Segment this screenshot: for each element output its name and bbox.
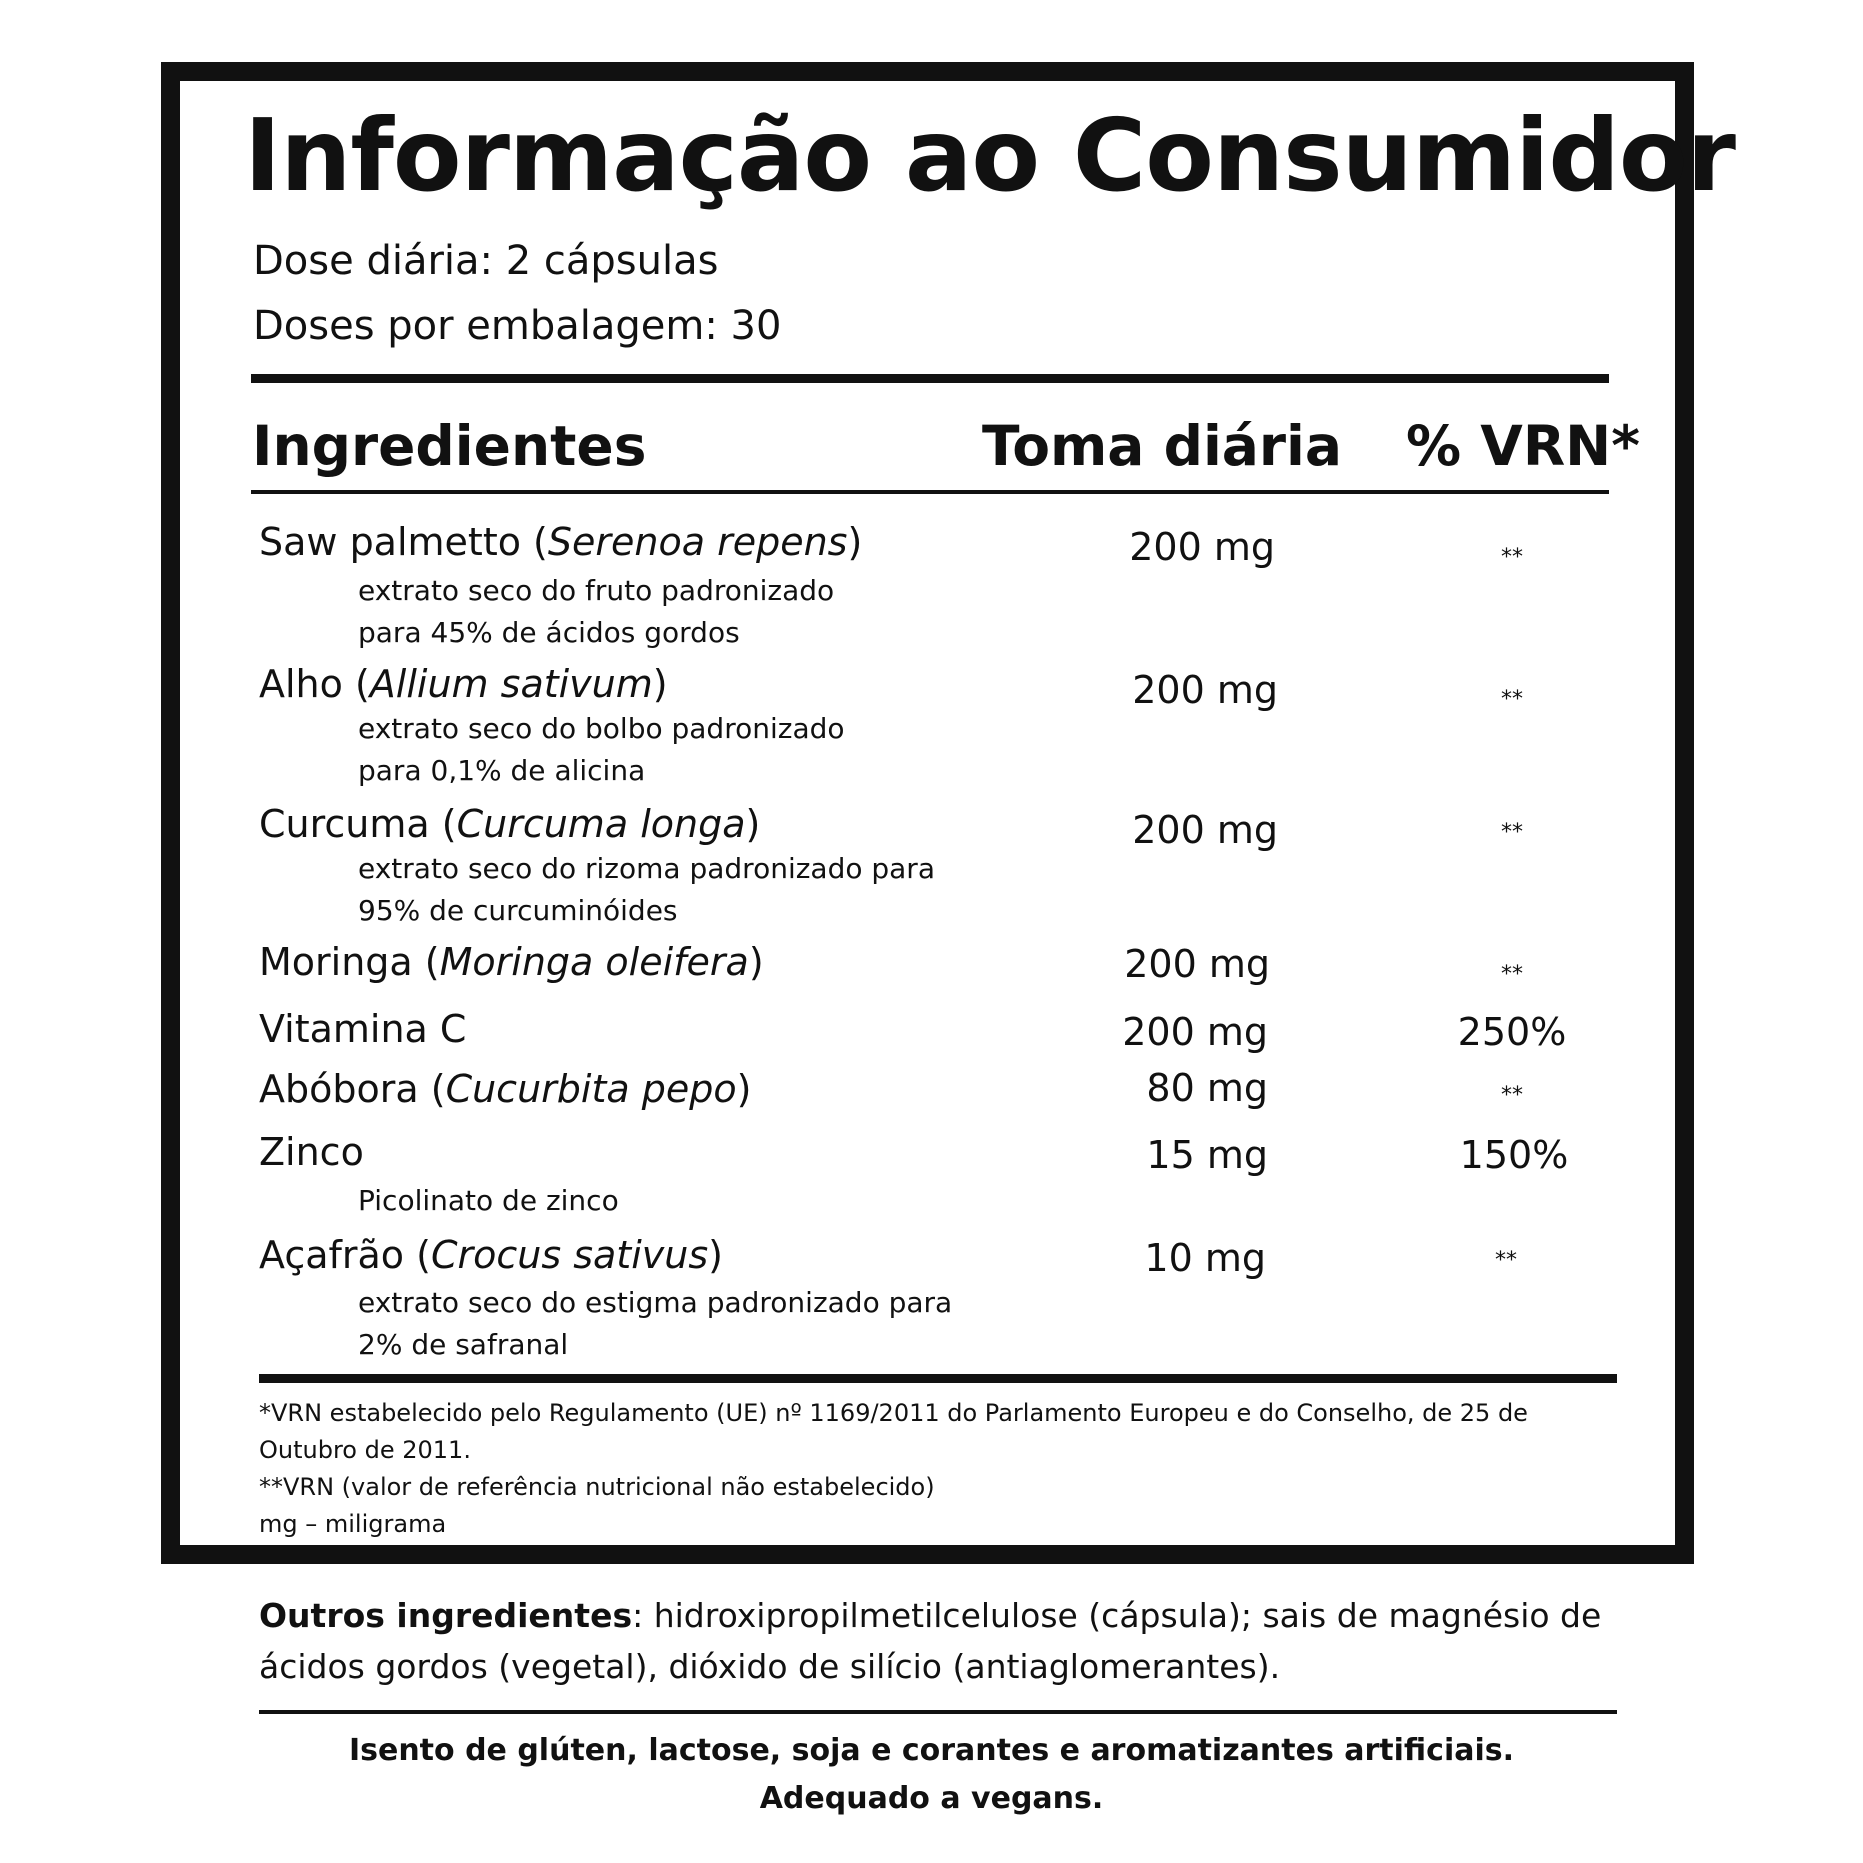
ingredient-daily-intake: 200 mg [1129,525,1275,569]
ingredient-daily-intake: 15 mg [1146,1133,1268,1177]
other-ingredients [259,1590,1659,1692]
ingredient-description: para 45% de ácidos gordos [358,616,740,649]
ingredient-description: Picolinato de zinco [358,1184,619,1217]
ingredient-paren-close: ) [652,662,668,706]
header-vrn: % VRN* [1406,414,1640,478]
ingredient-description: extrato seco do rizoma padronizado para [358,852,935,885]
divider-bottom [259,1374,1617,1383]
ingredient-name [259,662,668,708]
ingredient-name [259,1233,723,1279]
ingredient-latin-name: Cucurbita pepo [445,1067,737,1111]
ingredient-vrn: ** [1501,962,1523,987]
divider-claims [259,1710,1617,1714]
ingredient-paren-close: ) [847,520,863,564]
ingredient-vrn: ** [1501,1083,1523,1108]
ingredient-paren-close: ) [736,1067,752,1111]
footnote-2: Outubro de 2011. [259,1436,471,1464]
header-ingredients: Ingredientes [252,414,647,478]
ingredient-daily-intake: 200 mg [1124,942,1270,986]
ingredient-name [259,520,862,566]
ingredient-latin-name: Curcuma longa [456,802,746,846]
ingredient-daily-intake: 10 mg [1144,1236,1266,1280]
ingredient-description: 2% de safranal [358,1328,569,1361]
footnote-3: **VRN (valor de referência nutricional não estabelecido) [259,1473,935,1501]
ingredient-common-name: Açafrão ( [259,1233,431,1277]
other-ingredients-label: Outros ingredientes [259,1596,633,1635]
footnote-4: mg – miligrama [259,1510,447,1538]
footnote-1: *VRN estabelecido pelo Regulamento (UE) nº 1169/2011 do Parlamento Europeu e do Conselho, de 25 de [259,1399,1528,1427]
daily-dose: Dose diária: 2 cápsulas [253,238,719,284]
ingredient-vrn: ** [1501,545,1523,570]
claim-free-from: Isento de glúten, lactose, soja e corantes e aromatizantes artificiais. [348,1733,1515,1768]
ingredient-daily-intake: 200 mg [1132,668,1278,712]
ingredient-vrn: 150% [1459,1133,1569,1177]
ingredient-paren-close: ) [708,1233,723,1277]
ingredient-common-name: Curcuma ( [259,802,457,846]
divider-top [251,374,1609,383]
ingredient-latin-name: Serenoa repens [547,520,848,564]
ingredient-description: 95% de curcuminóides [358,894,678,927]
ingredient-latin-name: Moringa oleifera [439,940,749,984]
ingredient-name [259,802,760,848]
ingredient-vrn: ** [1501,687,1523,712]
doses-per-pack: Doses por embalagem: 30 [253,303,782,349]
ingredient-daily-intake: 80 mg [1146,1066,1268,1110]
header-daily-intake: Toma diária [982,414,1342,478]
ingredient-name [259,940,764,986]
ingredient-common-name: Abóbora ( [259,1067,446,1111]
ingredient-daily-intake: 200 mg [1122,1010,1268,1054]
ingredient-daily-intake: 200 mg [1132,808,1278,852]
ingredient-vrn: 250% [1457,1010,1567,1054]
page-title: Informação ao Consumidor [244,97,1735,214]
ingredient-paren-close: ) [748,940,764,984]
ingredient-common-name: Alho ( [259,662,370,706]
ingredient-description: para 0,1% de alicina [358,754,646,787]
ingredient-vrn: ** [1501,820,1523,845]
ingredient-vrn: ** [1495,1248,1517,1273]
ingredient-name [259,1067,751,1113]
ingredient-latin-name: Allium sativum [369,662,653,706]
ingredient-common-name: Moringa ( [259,940,440,984]
ingredient-paren-close: ) [745,802,761,846]
ingredient-common-name: Saw palmetto ( [259,520,548,564]
other-ingredients-text: : hidroxipropilmetilcelulose (cápsula); sais de magnésio de ácidos gordos (vegetal), dióxido de silício (antiaglomerantes). [259,1596,1602,1687]
ingredient-name [259,1130,364,1176]
divider-header [251,490,1609,494]
ingredient-description: extrato seco do estigma padronizado para [358,1286,953,1319]
ingredient-common-name: Zinco [259,1130,364,1174]
claim-vegan: Adequado a vegans. [759,1781,1104,1816]
ingredient-name [259,1007,466,1053]
ingredient-common-name: Vitamina C [259,1007,467,1051]
ingredient-description: extrato seco do bolbo padronizado [358,712,845,745]
ingredient-description: extrato seco do fruto padronizado [358,574,835,607]
ingredient-latin-name: Crocus sativus [430,1233,709,1277]
